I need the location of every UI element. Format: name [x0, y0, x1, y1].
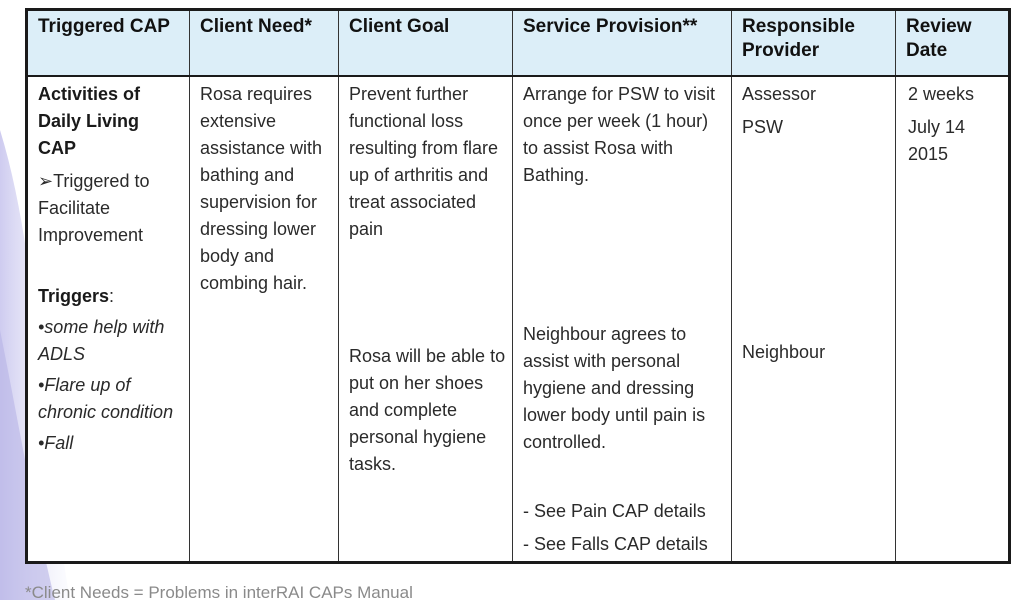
see-pain-cap-text: - See Pain CAP details: [523, 501, 706, 521]
client-need-cell: [190, 76, 339, 563]
provider-name: Assessor: [742, 84, 817, 104]
review-date: July 14 2015: [908, 117, 966, 164]
trigger-item: •Flare up of chronic condition: [38, 375, 174, 422]
triggers-heading: Triggers:: [38, 286, 115, 306]
trigger-item: •some help with ADLS: [38, 317, 165, 364]
client-goal-cell: [339, 76, 513, 563]
see-falls-cap-text: - See Falls CAP details: [523, 534, 708, 554]
service-provision-text: Arrange for PSW to visit once per week (1 hour) to assist Rosa with Bathing.: [523, 84, 716, 185]
client-goal-text: Prevent further functional loss resulting from flare up of arthritis and treat associated pain: [349, 84, 499, 239]
header-review-date: Review Date: [896, 10, 1010, 77]
header-client-goal: Client Goal: [339, 10, 513, 77]
header-row: [27, 10, 1010, 77]
care-plan-table: [25, 8, 1011, 564]
client-goal-text: Rosa will be able to put on her shoes and complete personal hygiene tasks.: [349, 346, 506, 474]
header-client-need: Client Need*: [190, 10, 339, 77]
triggered-cap-cell: [27, 76, 190, 563]
header-responsible-provider: Responsible Provider: [732, 10, 896, 77]
header-service-provision: Service Provision**: [513, 10, 732, 77]
table-row: [27, 76, 1010, 563]
header-triggered-cap: Triggered CAP: [27, 10, 190, 77]
responsible-provider-cell: [732, 76, 896, 563]
service-provision-cell: [513, 76, 732, 563]
review-interval: 2 weeks: [908, 84, 975, 104]
client-need-text: Rosa requires extensive assistance with bathing and supervision for dressing lower body and combing hair.: [200, 84, 323, 293]
cap-title: Activities of Daily Living CAP: [38, 84, 141, 158]
cap-triggered-to: ➢Triggered to Facilitate Improvement: [38, 171, 150, 245]
trigger-item: •Fall: [38, 433, 74, 453]
provider-name: Neighbour: [742, 342, 826, 362]
service-provision-text: Neighbour agrees to assist with personal hygiene and dressing lower body until pain is controlled.: [523, 324, 706, 452]
provider-name: PSW: [742, 117, 784, 137]
review-date-cell: [896, 76, 1010, 563]
footnote: *Client Needs = Problems in interRAI CAPs Manual: [25, 583, 413, 602]
